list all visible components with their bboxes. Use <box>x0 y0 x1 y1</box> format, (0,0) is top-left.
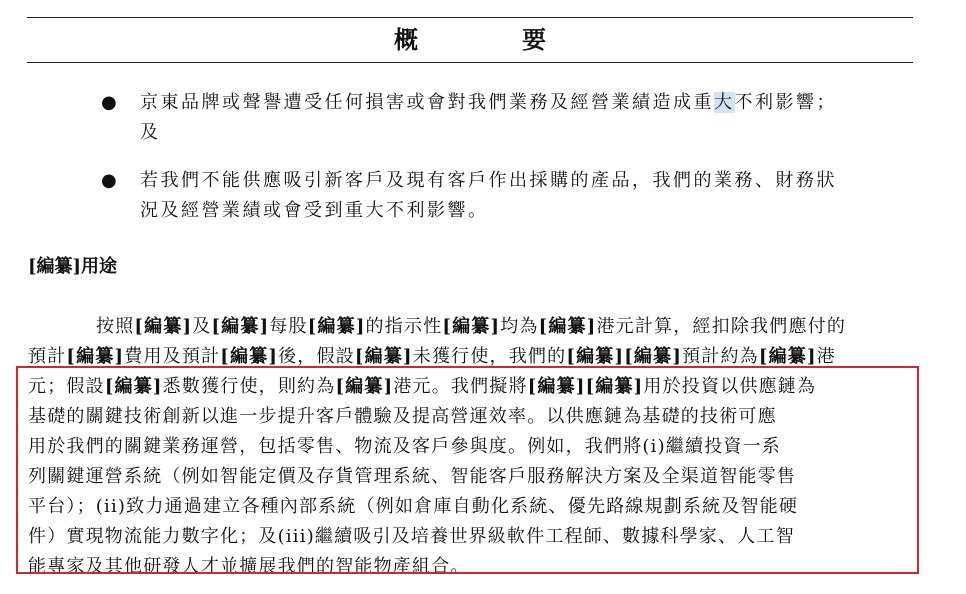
title-rule <box>27 62 913 63</box>
bullet-dot-icon: ● <box>101 170 117 191</box>
bullet-dot-icon: ● <box>101 92 117 113</box>
use-of-proceeds-paragraph <box>28 312 916 582</box>
paragraph-line-3: 元；假設[編纂]悉數獲行使，則約為[編纂]港元。我們擬將[編纂][編纂]用於投資以供應鏈為 <box>28 376 817 397</box>
bullet-item-1 <box>103 88 913 148</box>
paragraph-line-9: 能專家及其他研發人才並擴展我們的智能物產組合。 <box>28 556 470 577</box>
paragraph-line-4: 基礎的關鍵技術創新以進一步提升客戶體驗及提高營運效率。以供應鏈為基礎的技術可應 <box>28 406 777 427</box>
selected-text-highlight[interactable]: 大 <box>714 92 735 113</box>
bullet-text-2: 若我們不能供應吸引新客戶及現有客戶作出採購的產品，我們的業務、財務狀 況及經營業績或會受到重大不利影響。 <box>140 170 837 221</box>
bullet-text-1: 京東品牌或聲譽遭受任何損害或會對我們業務及經營業績造成重大不利影響； 及 <box>140 92 837 143</box>
paragraph-line-5: 用於我們的關鍵業務運營，包括零售、物流及客戶參與度。例如，我們將(i)繼續投資一系 <box>28 436 781 457</box>
paragraph-line-6: 列關鍵運營系統（例如智能定價及存貨管理系統、智能客戶服務解決方案及全渠道智能零售 <box>28 466 796 487</box>
paragraph-line-2: 預計[編纂]費用及預計[編纂]後，假設[編纂]未獲行使，我們的[編纂][編纂]預計約為[編纂]港 <box>28 346 836 367</box>
top-rule <box>27 17 913 18</box>
page-title: 概 要 <box>394 25 586 54</box>
bullet-item-2 <box>103 166 913 226</box>
paragraph-line-1: 按照[編纂]及[編纂]每股[編纂]的指示性[編纂]均為[編纂]港元計算，經扣除我們應付的 <box>96 316 847 337</box>
section-heading: [編纂]用途 <box>28 256 118 277</box>
paragraph-line-7: 平台）；(ii)致力通過建立各種內部系統（例如倉庫自動化系統、優先路線規劃系統及智能硬 <box>28 496 799 517</box>
paragraph-line-8: 件）實現物流能力數字化；及(iii)繼續吸引及培養世界級軟件工程師、數據科學家、人工智 <box>28 526 795 547</box>
